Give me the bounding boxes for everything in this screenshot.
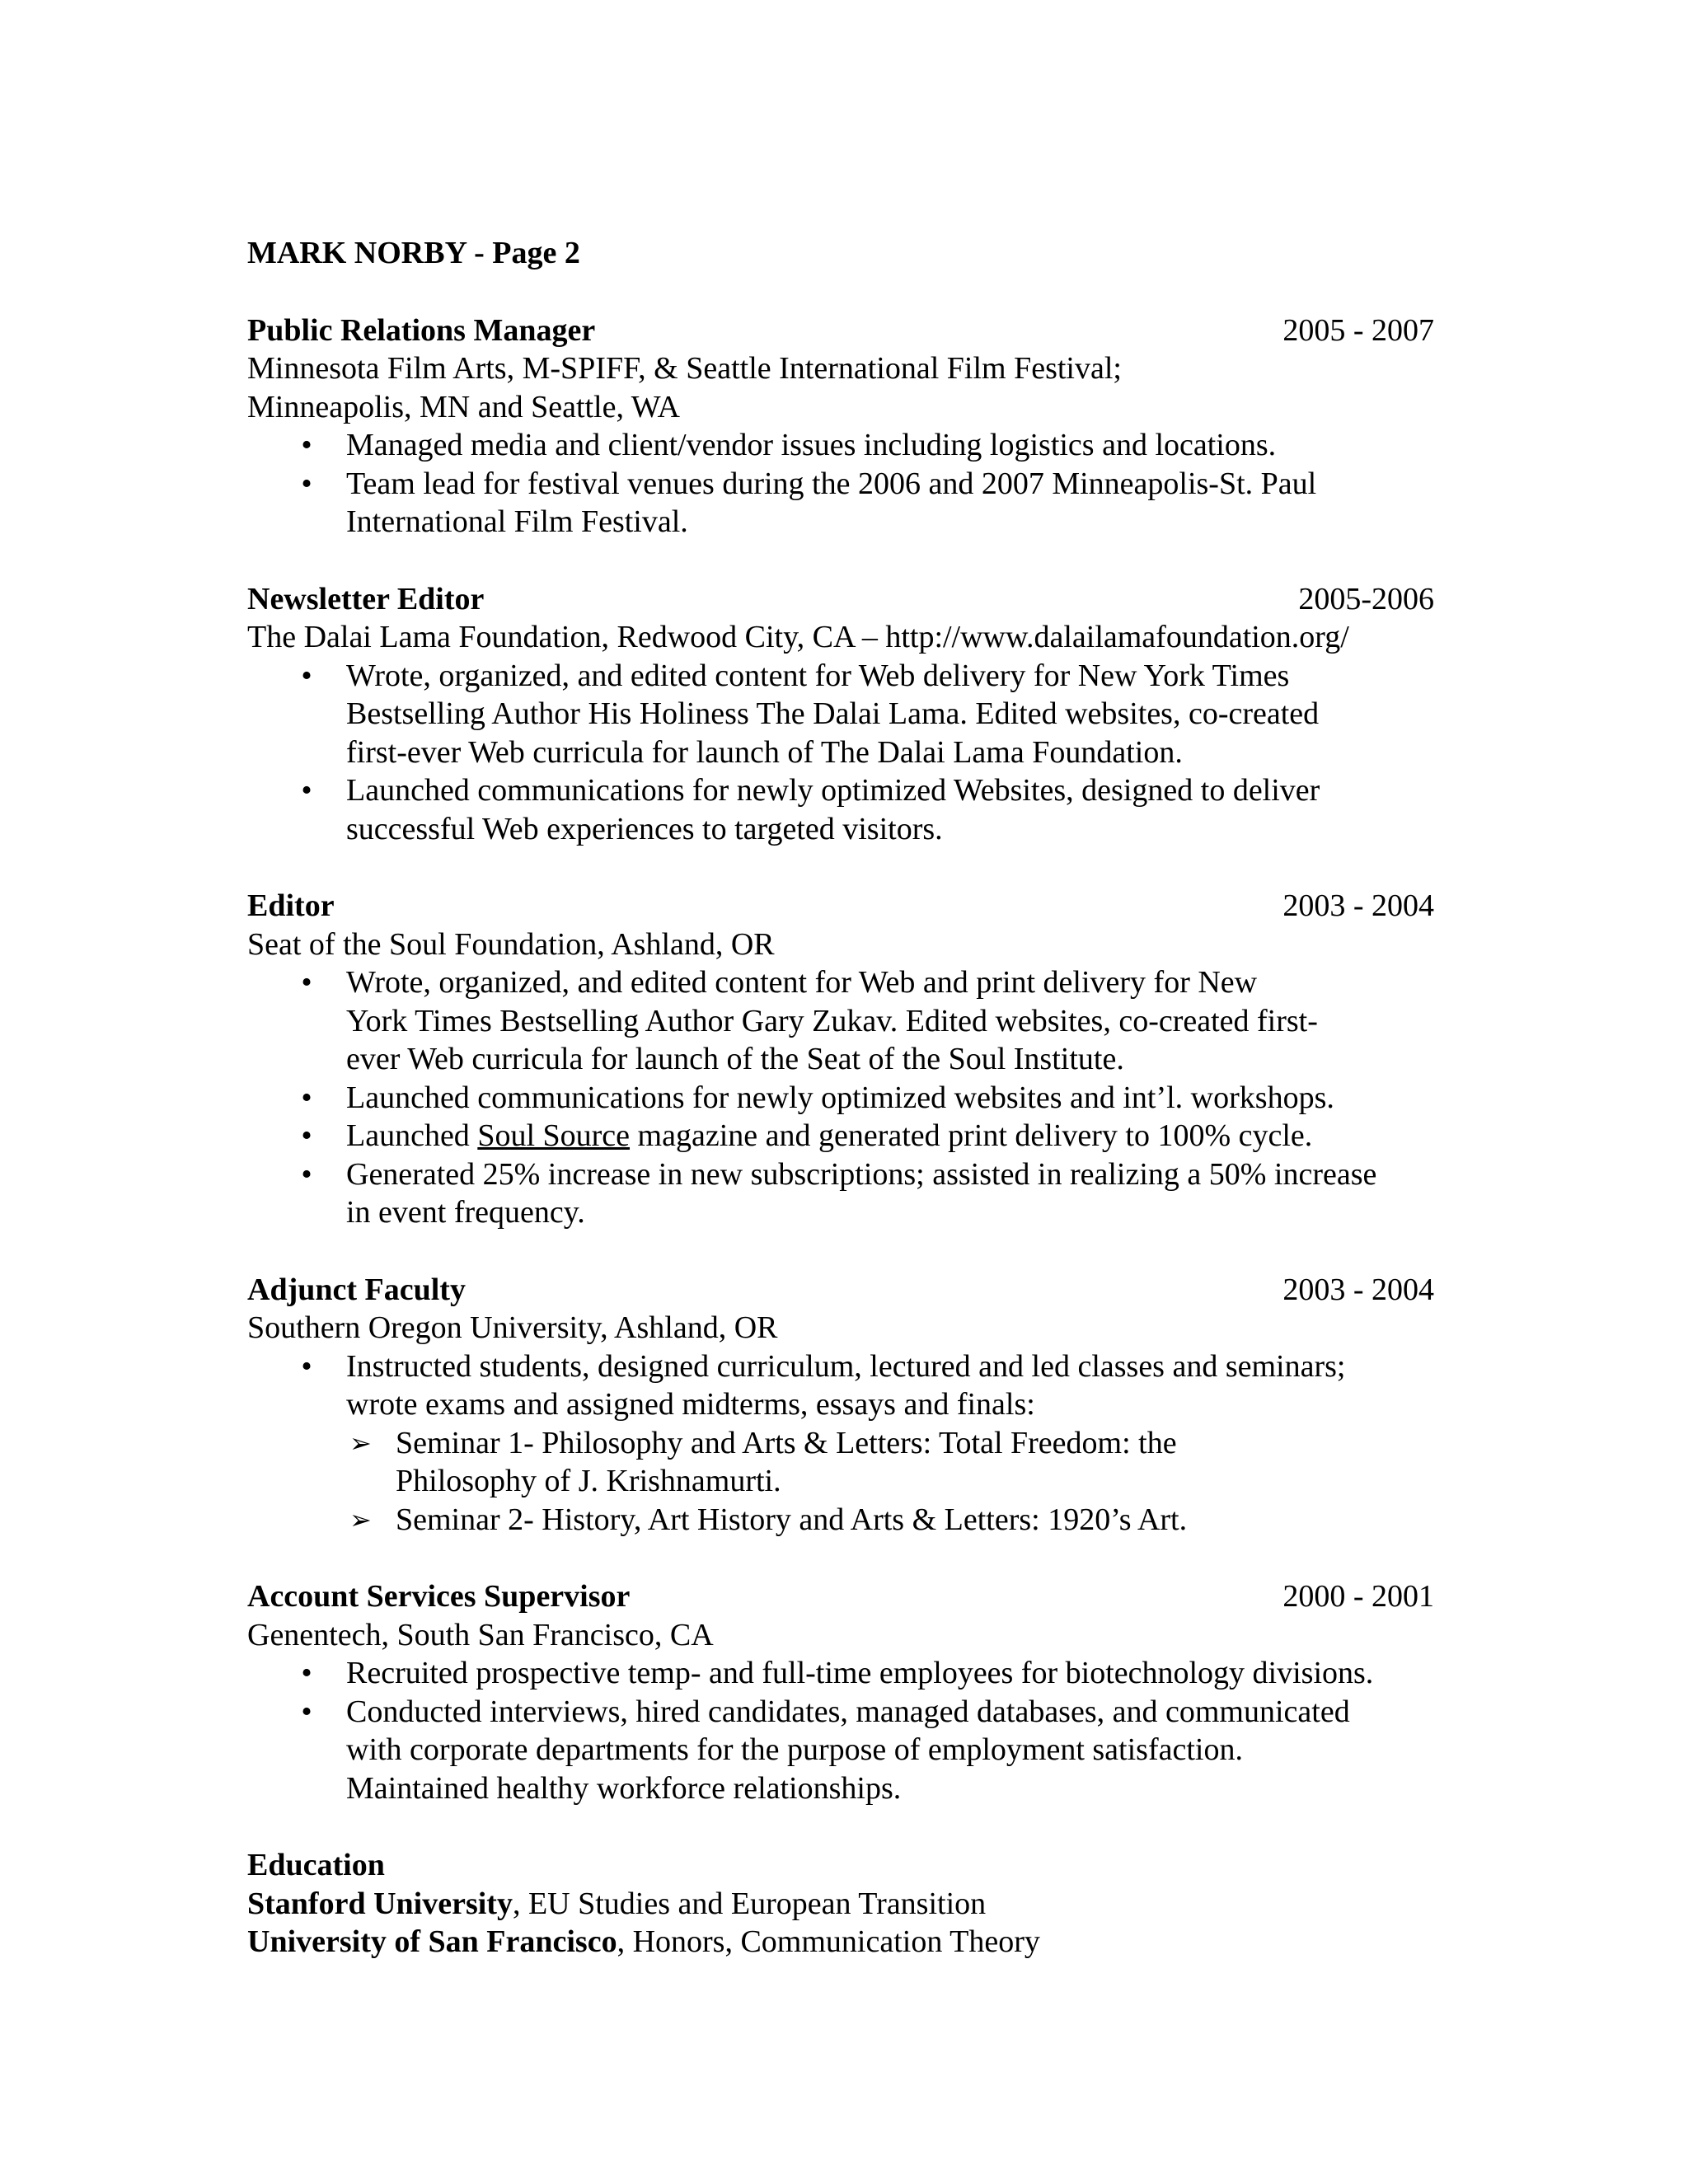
job-bullets [247, 1654, 1434, 1807]
list-item [301, 1079, 1434, 1118]
education-entry [247, 1885, 1434, 1924]
page-title: MARK NORBY - Page 2 [247, 236, 580, 270]
education-section [247, 1846, 1434, 1961]
bullet-text: Recruited prospective temp- and full-time employees for biotechnology divisions. [346, 1656, 1374, 1690]
bullet-text: Instructed students, designed curriculum, lectured and led classes and seminars; wrote exams and assigned midterms, essays and finals: [346, 1348, 1346, 1422]
spacer [247, 848, 1434, 887]
job-bullets [247, 963, 1434, 1232]
school-detail: , Honors, Communication Theory [617, 1924, 1040, 1959]
seminar-list [247, 1424, 1434, 1540]
job-section-public-relations-manager [247, 312, 1434, 541]
arrow-bullet-icon: ➢ [349, 1427, 372, 1459]
list-item [301, 426, 1434, 465]
spacer [247, 541, 1434, 580]
bullet-icon: • [301, 466, 312, 501]
resume-content [247, 234, 1434, 1961]
spacer [247, 1807, 1434, 1846]
job-dates: 2003 - 2004 [1282, 888, 1434, 923]
spacer [247, 1232, 1434, 1271]
job-organization: Minnesota Film Arts, M-SPIFF, & Seattle International Film Festival; Minneapolis, MN and Seattle, WA [247, 351, 1122, 424]
list-item [301, 771, 1434, 848]
list-item [301, 1693, 1434, 1808]
job-bullets [247, 1347, 1434, 1424]
job-dates: 2000 - 2001 [1282, 1579, 1434, 1614]
spacer [247, 1539, 1434, 1577]
bullet-text-before: Launched [346, 1118, 478, 1153]
bullet-text: Wrote, organized, and edited content for Web delivery for New York Times Bestselling Author His Holiness The Dalai Lama. Edited websites, co-created first-ever Web curricula for launch of The Dalai Lama Foundation. [346, 658, 1320, 770]
bullet-text: Launched communications for newly optimized websites and int’l. workshops. [346, 1080, 1334, 1115]
bullet-icon: • [301, 1080, 312, 1115]
job-organization: Seat of the Soul Foundation, Ashland, OR [247, 926, 775, 962]
job-title: Adjunct Faculty [247, 1272, 466, 1307]
arrow-bullet-icon: ➢ [349, 1503, 372, 1535]
education-entry [247, 1923, 1434, 1961]
school-name: Stanford University [247, 1886, 513, 1921]
bullet-text: Generated 25% increase in new subscriptions; assisted in realizing a 50% increase in event frequency. [346, 1156, 1377, 1230]
bullet-text: Launched communications for newly optimized Websites, designed to deliver successful Web experiences to targeted visitors. [346, 773, 1320, 846]
spacer [247, 273, 1434, 312]
magazine-title: Soul Source [477, 1118, 631, 1153]
bullet-icon: • [301, 1694, 312, 1729]
list-item [301, 657, 1434, 772]
school-detail: , EU Studies and European Transition [512, 1886, 987, 1921]
job-header [247, 887, 1434, 926]
job-section-editor [247, 887, 1434, 1232]
job-section-account-services-supervisor [247, 1577, 1434, 1807]
job-bullets [247, 657, 1434, 849]
list-item [301, 1347, 1434, 1424]
bullet-icon: • [301, 1156, 312, 1192]
education-heading: Education [247, 1848, 385, 1882]
job-title: Editor [247, 888, 335, 923]
job-organization: Southern Oregon University, Ashland, OR [247, 1310, 778, 1345]
job-header [247, 580, 1434, 619]
job-header [247, 1271, 1434, 1310]
job-bullets [247, 426, 1434, 541]
list-item [349, 1501, 1434, 1540]
bullet-icon: • [301, 965, 312, 1000]
bullet-text: Wrote, organized, and edited content for Web and print delivery for New York Times Bestselling Author Gary Zukav. Edited websites, co-created first- ever Web curricula for launch of the Seat of the Soul Institute. [346, 965, 1318, 1076]
bullet-icon: • [301, 773, 312, 808]
job-title: Account Services Supervisor [247, 1579, 631, 1614]
subbullet-text: Seminar 1- Philosophy and Arts & Letters: Total Freedom: the Philosophy of J. Krishnamurti. [396, 1425, 1177, 1498]
job-dates: 2005 - 2007 [1282, 312, 1434, 348]
job-organization: The Dalai Lama Foundation, Redwood City, CA – http://www.dalailamafoundation.org/ [247, 620, 1349, 654]
school-name: University of San Francisco [247, 1924, 617, 1959]
bullet-icon: • [301, 1118, 312, 1153]
job-dates: 2005-2006 [1298, 581, 1434, 616]
bullet-icon: • [301, 658, 312, 693]
bullet-icon: • [301, 1348, 312, 1384]
job-section-newsletter-editor [247, 580, 1434, 849]
job-title: Public Relations Manager [247, 312, 596, 348]
subbullet-text: Seminar 2- History, Art History and Arts & Letters: 1920’s Art. [396, 1502, 1188, 1537]
job-section-adjunct-faculty [247, 1271, 1434, 1540]
bullet-text: Conducted interviews, hired candidates, managed databases, and communicated with corporate departments for the purpose of employment satisfaction. Maintained healthy workforce relationships. [346, 1694, 1350, 1806]
bullet-icon: • [301, 1656, 312, 1690]
bullet-text: Managed media and client/vendor issues including logistics and locations. [346, 428, 1277, 462]
list-item [301, 465, 1434, 541]
bullet-text: Team lead for festival venues during the 2006 and 2007 Minneapolis-St. Paul International Film Festival. [346, 466, 1317, 539]
list-item [301, 1155, 1434, 1232]
list-item [301, 963, 1434, 1079]
bullet-text-after: magazine and generated print delivery to 100% cycle. [630, 1118, 1313, 1153]
job-header [247, 312, 1434, 350]
list-item [301, 1654, 1434, 1693]
list-item [349, 1424, 1434, 1501]
job-header [247, 1577, 1434, 1616]
bullet-icon: • [301, 428, 312, 462]
job-title: Newsletter Editor [247, 581, 485, 616]
job-organization: Genentech, South San Francisco, CA [247, 1617, 714, 1652]
job-dates: 2003 - 2004 [1282, 1272, 1434, 1307]
list-item [301, 1117, 1434, 1155]
